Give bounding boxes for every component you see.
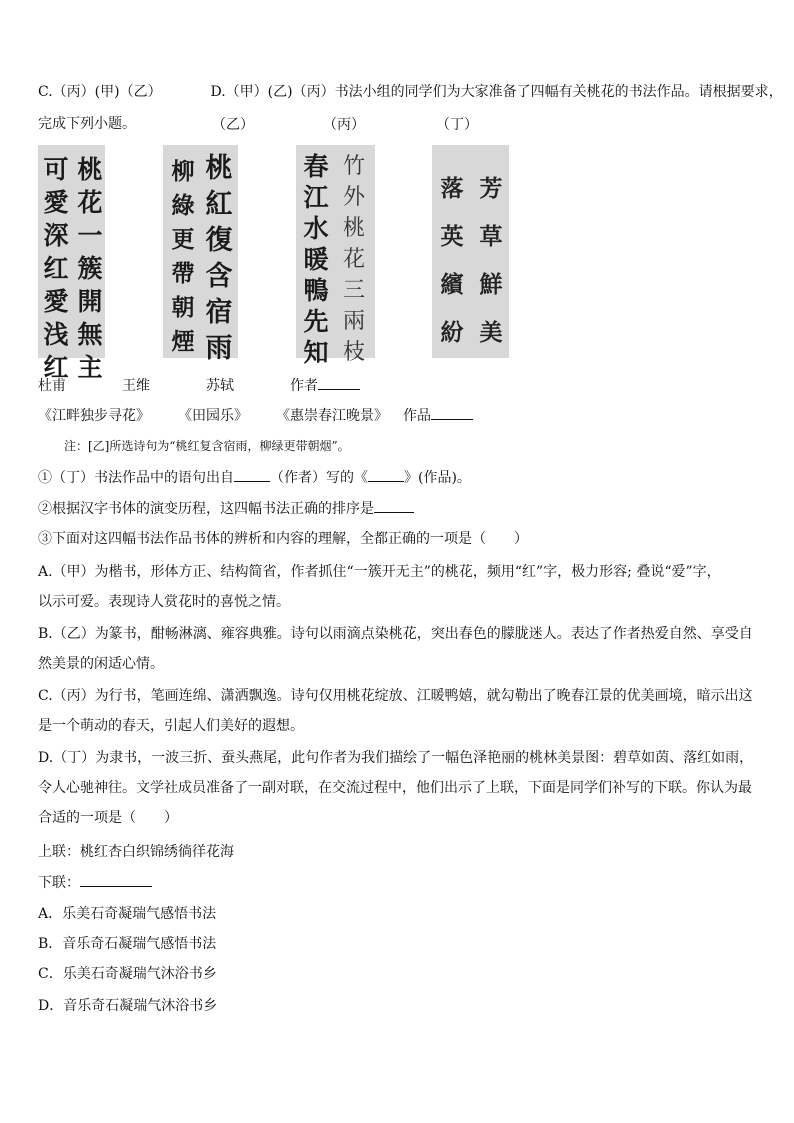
calligraphy-char: 花 [77, 188, 103, 217]
calligraphy-column [338, 151, 370, 368]
author-ding [290, 375, 360, 395]
second-line: 完成下列小题。 [38, 116, 136, 132]
calligraphy-char: 鮮 [479, 271, 503, 298]
calligraphy-char: 帶 [171, 260, 195, 287]
calligraphy-char: 宿 [205, 297, 233, 328]
calligraphy-char: 暖 [303, 245, 329, 274]
q2-text: ②根据汉字书体的演变历程，这四幅书法正确的排序是 [38, 501, 374, 517]
calligraphy-char: 含 [205, 261, 233, 292]
calligraphy-char: 朝 [171, 294, 195, 321]
work-bing: 《惠崇春江晚景》 [276, 408, 388, 424]
calligraphy-char: 一 [77, 221, 103, 250]
work-ding [403, 405, 473, 425]
panel-label-bing: （丙） [323, 117, 365, 133]
panel-label-yi: （乙） [212, 117, 254, 133]
calligraphy-char: 外 [342, 185, 365, 210]
q1-text-a: ①（丁）书法作品中的语句出自 [38, 470, 234, 486]
calligraphy-char: 枝 [342, 340, 365, 365]
option-b-line-1: B.（乙）为篆书，酣畅淋漓、雍容典雅。诗句以雨滴点染桃花，突出春色的朦胧迷人。表达了作者热爱自然、享受自 [38, 626, 753, 642]
option-b-line-2: 然美景的闲适心情。 [38, 656, 164, 672]
option-d-line-3: 合适的一项是（ ） [38, 810, 178, 826]
upper-couplet: 上联：桃红杏白织锦绣徜徉花海 [38, 844, 234, 860]
calligraphy-char: 更 [171, 226, 195, 253]
lower-couplet-blank[interactable] [80, 872, 152, 887]
calligraphy-char: 水 [303, 214, 329, 243]
work-jia: 《江畔独步寻花》 [38, 408, 150, 424]
calligraphy-char: 桃 [342, 216, 365, 241]
calligraphy-panel-yi [163, 145, 238, 364]
calligraphy-panel-jia [38, 145, 105, 382]
choice-c[interactable]: C．乐美石奇凝瑞气沐浴书乡 [38, 966, 217, 982]
calligraphy-char: 知 [303, 338, 329, 367]
calligraphy-char: 桃 [77, 155, 103, 184]
q2-blank[interactable] [374, 498, 414, 513]
q1-blank-author[interactable] [234, 467, 270, 482]
q1-text-c: 》(作品)。 [404, 470, 471, 486]
work-blank[interactable] [431, 405, 473, 420]
calligraphy-char: 花 [342, 247, 365, 272]
calligraphy-char: 落 [440, 175, 464, 202]
calligraphy-char: 深 [43, 221, 69, 250]
calligraphy-char: 鴨 [303, 276, 329, 305]
calligraphy-char: 煙 [171, 328, 195, 355]
author-blank[interactable] [318, 375, 360, 390]
calligraphy-char: 開 [77, 287, 103, 316]
calligraphy-char: 愛 [43, 188, 69, 217]
choice-b[interactable]: B．音乐奇石凝瑞气感悟书法 [38, 936, 217, 952]
panel-label-ding: （丁） [436, 117, 478, 133]
calligraphy-char: 桃 [205, 153, 233, 184]
choice-d[interactable]: D．音乐奇石凝瑞气沐浴书乡 [38, 998, 218, 1014]
calligraphy-char: 簇 [77, 254, 103, 283]
calligraphy-char: 愛 [43, 287, 69, 316]
calligraphy-char: 红 [43, 254, 69, 283]
author-jia: 杜甫 [38, 378, 66, 394]
work-label: 作品 [403, 408, 431, 424]
option-d-text: D.（甲）(乙)（丙）书法小组的同学们为大家准备了四幅有关桃花的书法作品。请根据要求， [210, 84, 783, 100]
q1-text-b: （作者）写的《 [270, 470, 368, 486]
calligraphy-char: 紅 [205, 189, 233, 220]
calligraphy-char: 江 [303, 183, 329, 212]
calligraphy-column [436, 165, 468, 357]
lower-couplet-label: 下联： [38, 875, 80, 891]
calligraphy-char: 雨 [205, 333, 233, 364]
calligraphy-column [475, 165, 507, 357]
calligraphy-column [203, 151, 235, 367]
calligraphy-char: 芳 [479, 175, 503, 202]
calligraphy-char: 繽 [440, 271, 464, 298]
question-3: ③下面对这四幅书法作品书体的辨析和内容的理解，全都正确的一项是（ ） [38, 531, 528, 547]
calligraphy-char: 可 [43, 155, 69, 184]
calligraphy-char: 復 [205, 225, 233, 256]
calligraphy-char: 三 [342, 278, 365, 303]
author-yi: 王维 [122, 378, 150, 394]
calligraphy-column [300, 151, 332, 368]
q1-blank-work[interactable] [368, 467, 404, 482]
question-1 [38, 467, 471, 488]
calligraphy-char: 红 [43, 353, 69, 382]
note: 注：[乙]所选诗句为“桃红复含宿雨，柳绿更带朝烟”。 [64, 439, 350, 453]
lower-couplet [38, 872, 152, 893]
calligraphy-column [167, 155, 199, 359]
calligraphy-char: 先 [303, 307, 329, 336]
calligraphy-char: 綠 [171, 192, 195, 219]
option-d-line-1: D.（丁）为隶书，一波三折、蚕头燕尾，此句作者为我们描绘了一幅色泽艳丽的桃林美景图：碧草如茵、落红如雨， [38, 750, 754, 766]
author-bing: 苏轼 [206, 378, 234, 394]
calligraphy-char: 柳 [171, 158, 195, 185]
calligraphy-char: 草 [479, 223, 503, 250]
option-c-line-2: 是一个萌动的春天，引起人们美好的遐想。 [38, 718, 304, 734]
calligraphy-char: 英 [440, 223, 464, 250]
calligraphy-panel-ding [432, 145, 509, 358]
author-label: 作者 [290, 378, 318, 394]
calligraphy-char: 竹 [342, 154, 365, 179]
calligraphy-column [74, 153, 106, 384]
calligraphy-char: 主 [77, 353, 103, 382]
calligraphy-char: 無 [77, 320, 103, 349]
top-line [38, 82, 783, 102]
calligraphy-char: 春 [303, 152, 329, 181]
option-c-line-1: C.（丙）为行书，笔画连绵、潇洒飘逸。诗句仅用桃花绽放、江暖鸭嬉，就勾勒出了晚春江景的优美画境，暗示出这 [38, 688, 753, 704]
option-a-line-1: A.（甲）为楷书，形体方正、结构简省，作者抓住“一簇开无主”的桃花，频用“红”字，极力形容; 叠说“爱”字， [38, 564, 721, 580]
work-yi: 《田园乐》 [178, 408, 248, 424]
question-2 [38, 498, 414, 519]
choice-a[interactable]: A．乐美石奇凝瑞气感悟书法 [38, 906, 217, 922]
option-c-text: C.（丙）(甲)（乙） [38, 84, 162, 100]
calligraphy-char: 美 [479, 319, 503, 346]
option-d-line-2: 令人心驰神往。文学社成员准备了一副对联，在交流过程中，他们出示了上联，下面是同学们补写的下联。你认为最 [38, 780, 752, 796]
calligraphy-char: 紛 [440, 319, 464, 346]
calligraphy-char: 兩 [342, 309, 365, 334]
option-a-line-2: 以示可爱。表现诗人赏花时的喜悦之情。 [38, 594, 290, 610]
calligraphy-column [40, 153, 72, 384]
calligraphy-char: 浅 [43, 320, 69, 349]
calligraphy-panel-bing [296, 145, 375, 367]
